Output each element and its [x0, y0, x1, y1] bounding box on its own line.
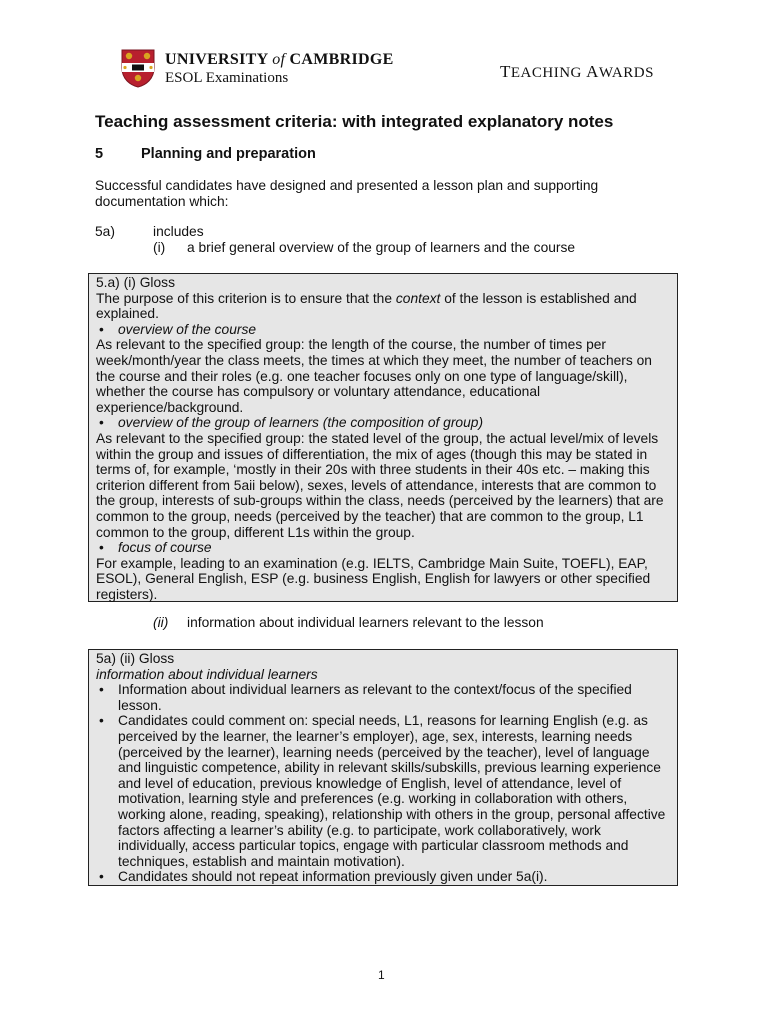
gloss-subheading-individual: information about individual learners	[96, 666, 318, 682]
criterion-ii-text: information about individual learners relevant to the lesson	[187, 615, 544, 630]
gloss-paragraph-group: As relevant to the specified group: the stated level of the group, the actual level/mix of levels within the group and issues of differentiation, the mix of ages (though this may be stated in terms of, for example, ‘mostly in their 20s with three students in their 40s etc. – making this criterion different from 5aii below), sexes, levels of attendance, interests that are common to the group, interests of sub-groups within the class, needs (perceived by the learners) that are common to the group, needs (perceived by the teacher) that are common to the group, L1 common to the group, different L1s within the group.	[96, 430, 664, 540]
gloss-paragraph-course: As relevant to the specified group: the length of the course, the number of times per week/month/year the class meets, the times at which they meet, the number of teachers on the course and their roles (e.g. one teacher focuses only on one type of language/skill), whether the course has compulsory or voluntary attendance, educational experience/background.	[96, 337, 652, 415]
gloss-box-5a-i	[88, 273, 678, 602]
gloss-subheading-course: • overview of the course	[96, 322, 671, 338]
gloss-purpose: The purpose of this criterion is to ensure that the context of the lesson is established and explained.	[96, 290, 637, 322]
gloss-heading: 5a) (ii) Gloss	[96, 651, 175, 666]
page-number: 1	[378, 968, 385, 982]
esol-examinations-label: ESOL Examinations	[165, 70, 289, 86]
criterion-i-text: a brief general overview of the group of learners and the course	[187, 240, 576, 255]
gloss-paragraph-focus: For example, leading to an examination (e.g. IELTS, Cambridge Main Suite, TOEFL), EAP, ESOL), General English, ESP (e.g. business English, English for lawyers or other specified registers).	[96, 555, 651, 602]
gloss-heading: 5.a) (i) Gloss	[96, 275, 175, 290]
gloss-subheading-group: • overview of the group of learners (the composition of group)	[96, 415, 671, 431]
section-number: 5	[95, 146, 104, 162]
document-title: Teaching assessment criteria: with integrated explanatory notes	[95, 112, 614, 131]
list-item: • Information about individual learners as relevant to the context/focus of the specified lesson.	[96, 682, 671, 713]
gloss-box-5a-ii	[88, 649, 678, 886]
list-item: • Candidates should not repeat information previously given under 5a(i).	[96, 869, 671, 885]
criterion-label: 5a)	[95, 224, 115, 239]
cambridge-crest-icon	[120, 48, 156, 88]
intro-paragraph: Successful candidates have designed and presented a lesson plan and supporting documentation which:	[95, 178, 599, 209]
cambridge-esol-logo	[120, 48, 400, 90]
list-item: • Candidates could comment on: special needs, L1, reasons for learning English (e.g. as perceived by the learner, the learner’s employer), age, sex, interests, learning needs (perceived by the learner), learning needs (perceived by the teacher), level of language and linguistic competence, ability in relevant skills/subskills, previous learning experience and level of education, previous knowledge of English, level of attendance, level of motivation, learning style and preferences (e.g. working in collaboration with others, working alone, reading, speaking), relationship with others in the group, personal affective factors affecting a learner’s ability (e.g. to participate, work collaboratively, work individually, access particular topics, engage with particular classroom methods and techniques, establish and maintain motivation).	[96, 713, 671, 869]
gloss-subheading-focus: • focus of course	[96, 540, 671, 556]
teaching-awards-label: TEACHING AWARDS	[500, 62, 654, 81]
criterion-ii-numeral: (ii)	[153, 615, 169, 630]
section-title: Planning and preparation	[141, 146, 316, 162]
criterion-includes: includes	[153, 224, 204, 239]
university-name: UNIVERSITY of CAMBRIDGE	[165, 51, 394, 68]
criterion-i-numeral: (i)	[153, 240, 166, 255]
